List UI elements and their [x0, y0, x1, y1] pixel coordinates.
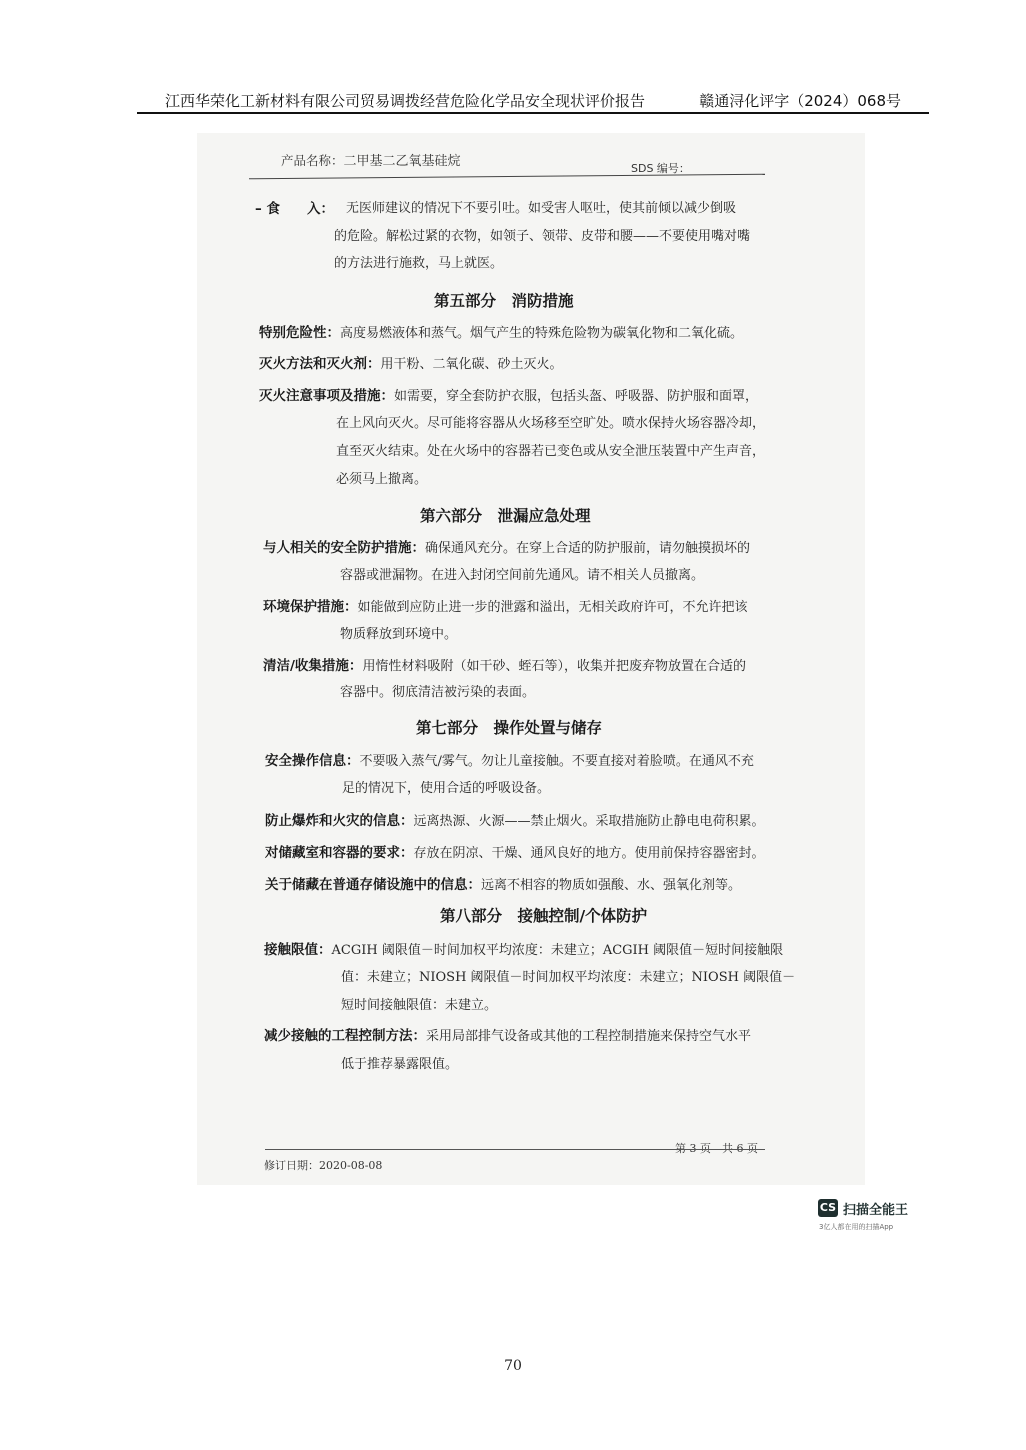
- camscanner-name: 扫描全能王: [843, 1203, 909, 1218]
- personal-precautions-label: 与人相关的安全防护措施：: [263, 540, 425, 556]
- special-hazard: [259, 319, 743, 349]
- environmental-precautions: 环境保护措施：如能做到应防止进一步的泄露和溢出，无相关政府许可，不允许把该: [263, 599, 748, 615]
- fire-prevention-label: 防止爆炸和火灾的信息：: [265, 813, 414, 829]
- header-divider: [137, 112, 929, 114]
- engineering-controls-label: 减少接触的工程控制方法：: [264, 1028, 426, 1044]
- revision-date: 修订日期：2020-08-08: [264, 1159, 383, 1172]
- report-number: 赣通浔化评字（2024）068号: [699, 92, 901, 110]
- section-6-title: 第六部分 泄漏应急处理: [420, 507, 591, 525]
- common-storage: 关于储藏在普通存储设施中的信息：远离不相容的物质如强酸、水、强氧化剂等。: [265, 877, 742, 893]
- engineering-controls-line-2: 低于推荐暴露限值。: [341, 1057, 459, 1072]
- scanned-sds-page: [197, 133, 865, 1185]
- personal-precautions-line-2: 容器或泄漏物。在进入封闭空间前先通风。请不相关人员撤离。: [340, 568, 705, 583]
- sds-footer-divider: [265, 1149, 765, 1150]
- product-name: 二甲基二乙氧基硅烷: [343, 154, 461, 169]
- sds-number-label: SDS 编号：: [631, 162, 690, 175]
- firefighting-notes-line-3: 直至灭火结束。处在火场中的容器若已变色或从安全泄压装置中产生声音，: [336, 444, 766, 459]
- cleanup-measures-label: 清洁/收集措施：: [263, 658, 363, 674]
- sds-header-divider: [249, 174, 765, 180]
- camscanner-tagline: 3亿人都在用的扫描App: [819, 1223, 894, 1231]
- extinguish-method-label: 灭火方法和灭火剂：: [259, 356, 381, 372]
- storage-requirements-label: 对储藏室和容器的要求：: [265, 845, 414, 861]
- safe-handling-line-2: 足的情况下，使用合适的呼吸设备。: [342, 781, 551, 796]
- firefighting-notes-line-2: 在上风向灭火。尽可能将容器从火场移至空旷处。喷水保持火场容器冷却，: [336, 416, 766, 431]
- fire-prevention: 防止爆炸和火灾的信息：远离热源、火源——禁止烟火。采取措施防止静电电荷积累。: [265, 813, 765, 829]
- personal-precautions: 与人相关的安全防护措施：确保通风充分。在穿上合适的防护服前，请勿触摸损坏的: [263, 540, 751, 556]
- exposure-limits-line-2: 值：未建立；NIOSH 阈限值－时间加权平均浓度：未建立；NIOSH 阈限值－: [341, 970, 796, 985]
- safe-handling-label: 安全操作信息：: [265, 753, 360, 769]
- product-name-line: [281, 150, 461, 169]
- safe-handling: 安全操作信息：不要吸入蒸气/雾气。勿让儿童接触。不要直接对着脸喷。在通风不充: [265, 753, 754, 769]
- exposure-limits-label: 接触限值：: [264, 942, 332, 958]
- engineering-controls: 减少接触的工程控制方法：采用局部排气设备或其他的工程控制措施来保持空气水平: [264, 1028, 752, 1044]
- firefighting-notes-line-4: 必须马上撤离。: [336, 472, 428, 487]
- extinguish-method-text: 用干粉、二氧化碳、砂土灭火。: [380, 357, 563, 372]
- camscanner-logo-icon: CS: [818, 1199, 838, 1217]
- environmental-precautions-line-2: 物质释放到环境中。: [340, 627, 458, 642]
- sds-page-indicator: 第 3 页 共 6 页: [675, 1142, 758, 1155]
- extinguish-method: [259, 350, 563, 380]
- environmental-precautions-label: 环境保护措施：: [263, 599, 358, 615]
- cleanup-measures: 清洁/收集措施：用惰性材料吸附（如干砂、蛭石等），收集并把废弃物放置在合适的: [263, 658, 746, 674]
- cleanup-measures-line-2: 容器中。彻底清洁被污染的表面。: [340, 685, 536, 700]
- storage-requirements: 对储藏室和容器的要求：存放在阴凉、干燥、通风良好的地方。使用前保持容器密封。: [265, 845, 765, 861]
- section-7-title: 第七部分 操作处置与储存: [416, 719, 603, 737]
- exposure-limits-line-3: 短时间接触限值：未建立。: [341, 998, 498, 1013]
- ingestion-line-3: 的方法进行施救，马上就医。: [334, 256, 504, 271]
- product-label: 产品名称：: [281, 153, 344, 168]
- special-hazard-text: 高度易燃液体和蒸气。烟气产生的特殊危险物为碳氧化物和二氧化硫。: [340, 326, 744, 341]
- exposure-limits: 接触限值：ACGIH 阈限值－时间加权平均浓度：未建立；ACGIH 阈限值－短时间接触限: [264, 942, 784, 958]
- report-title: 江西华荣化工新材料有限公司贸易调拨经营危险化学品安全现状评价报告: [165, 92, 646, 110]
- firefighting-notes-label: 灭火注意事项及措施：: [259, 388, 394, 404]
- page-number: 70: [504, 1358, 522, 1374]
- report-header: [137, 90, 927, 112]
- special-hazard-label: 特别危险性：: [259, 325, 340, 341]
- firefighting-notes: 灭火注意事项及措施：如需要，穿全套防护衣服，包括头盔、呼吸器、防护服和面罩，: [259, 388, 759, 404]
- section-8-title: 第八部分 接触控制/个体防护: [440, 907, 648, 925]
- ingestion-label: – 食 入：: [255, 201, 334, 217]
- section-5-title: 第五部分 消防措施: [434, 292, 574, 310]
- ingestion-line-2: 的危险。解松过紧的衣物，如领子、领带、皮带和腰——不要使用嘴对嘴: [334, 229, 751, 244]
- ingestion-line-1: 无医师建议的情况下不要引吐。如受害人呕吐，使其前倾以减少倒吸: [346, 201, 737, 216]
- common-storage-label: 关于储藏在普通存储设施中的信息：: [265, 877, 481, 893]
